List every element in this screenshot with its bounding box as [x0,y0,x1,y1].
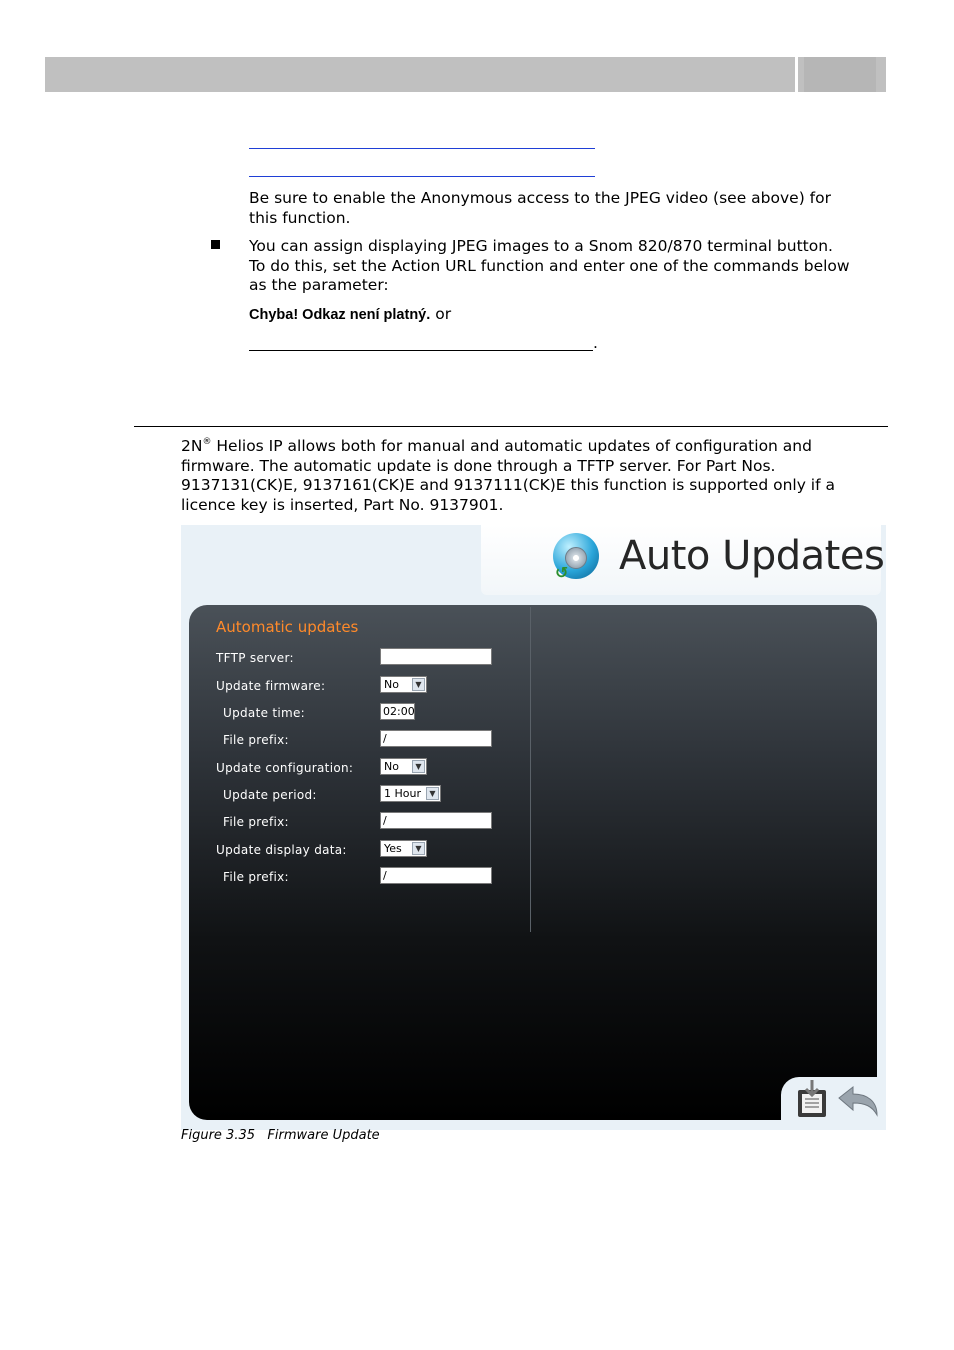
command-link-underline[interactable] [249,350,593,351]
update-firmware-select[interactable]: No ▼ [380,676,427,693]
firmware-file-prefix-label: File prefix: [223,733,289,747]
update-period-label: Update period: [223,788,317,802]
page-title: Auto Updates [619,533,885,579]
globe-update-icon: ↺ [553,533,599,579]
hyperlink-underline-2[interactable] [249,176,595,177]
anonymous-access-note: Be sure to enable the Anonymous access to the JPEG video (see above) for this function. [249,189,831,227]
update-display-data-select[interactable]: Yes ▼ [380,840,427,857]
figure-number: Figure 3.35 [181,1128,256,1143]
command-reference: Chyba! Odkaz není platný. or [249,305,452,323]
update-firmware-label: Update firmware: [216,679,326,693]
tftp-server-input[interactable] [380,648,492,665]
snom-terminal-note: You can assign displaying JPEG images to a Snom 820/870 terminal button. To do this, set the Action URL function and enter one of the commands below as the parameter: [249,237,850,294]
update-time-label: Update time: [223,706,306,720]
bullet-marker [211,240,220,249]
section-title: Automatic updates [216,618,359,636]
update-configuration-label: Update configuration: [216,761,354,775]
config-file-prefix-input[interactable]: / [380,812,492,829]
display-file-prefix-input[interactable]: / [380,867,492,884]
update-period-select[interactable]: 1 Hour ▼ [380,785,441,802]
section-rule [134,426,888,427]
period: . [593,334,598,352]
update-time-input[interactable]: 02:00 [380,703,415,720]
chevron-down-icon[interactable]: ▼ [426,787,439,800]
figure-title: Firmware Update [267,1128,380,1143]
update-configuration-select[interactable]: No ▼ [380,758,427,775]
figure-caption [181,1128,380,1143]
hyperlink-underline-1[interactable] [249,148,595,149]
auto-updates-screenshot [181,525,886,1130]
page-number-box [798,57,886,92]
intro-paragraph: 2N® Helios IP allows both for manual and automatic updates of configuration and firmware. The automatic update is done through a TFTP server. For Part Nos. 9137131(CK)E, 9137161(CK)E and 9137111(CK)E this function is supported only if a licence key is inserted, Part No. 9137901. [181,436,835,514]
chevron-down-icon[interactable]: ▼ [412,842,425,855]
panel-divider [530,607,531,932]
config-file-prefix-label: File prefix: [223,815,289,829]
chevron-down-icon[interactable]: ▼ [412,678,425,691]
tftp-server-label: TFTP server: [216,651,294,665]
firmware-file-prefix-input[interactable]: / [380,730,492,747]
save-icon[interactable] [797,1080,827,1118]
update-display-data-label: Update display data: [216,843,347,857]
broken-reference-error: Chyba! Odkaz není platný. [249,307,431,323]
display-file-prefix-label: File prefix: [223,870,289,884]
back-arrow-icon[interactable] [837,1085,879,1117]
chevron-down-icon[interactable]: ▼ [412,760,425,773]
page-header-bar [45,57,795,92]
